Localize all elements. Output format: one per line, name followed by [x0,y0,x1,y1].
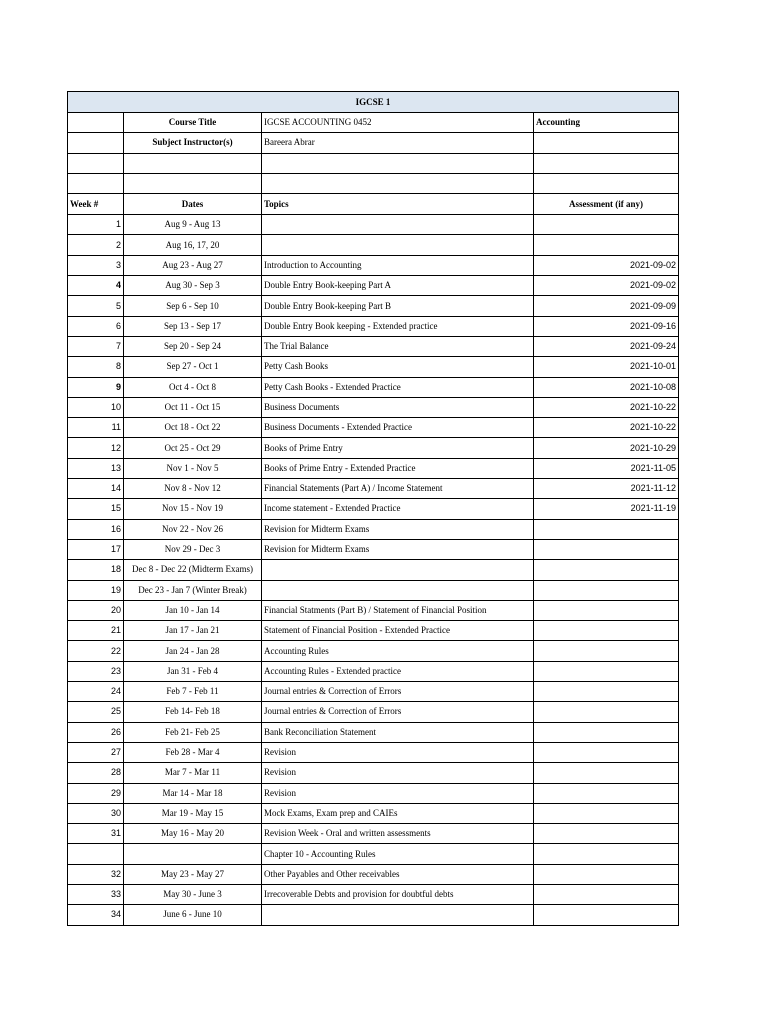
week-topic: Double Entry Book-keeping Part A [262,276,534,296]
week-assessment [534,661,679,681]
subject-value: Accounting [534,113,679,133]
week-topic: Petty Cash Books [262,357,534,377]
week-assessment [534,519,679,539]
week-number: 17 [68,539,124,559]
week-dates: Feb 14- Feb 18 [124,702,262,722]
week-dates: Aug 30 - Sep 3 [124,276,262,296]
week-assessment: 2021-11-19 [534,499,679,519]
table-row [68,235,679,255]
table-row [68,682,679,702]
table-row [68,316,679,336]
week-topic: Accounting Rules [262,641,534,661]
week-number: 8 [68,357,124,377]
week-topic: Revision [262,742,534,762]
week-dates: Oct 11 - Oct 15 [124,397,262,417]
blank-row [68,153,679,173]
week-number: 18 [68,560,124,580]
week-dates: Jan 24 - Jan 28 [124,641,262,661]
table-row [68,357,679,377]
week-topic [262,215,534,235]
week-assessment: 2021-09-02 [534,255,679,275]
week-dates: June 6 - June 10 [124,905,262,925]
week-dates: May 23 - May 27 [124,864,262,884]
week-assessment: 2021-10-01 [534,357,679,377]
table-row [68,215,679,235]
week-topic: Revision [262,763,534,783]
table-row [68,438,679,458]
week-topic: Business Documents [262,397,534,417]
week-number: 29 [68,783,124,803]
table-row [68,844,679,864]
table-row [68,539,679,559]
week-assessment [534,641,679,661]
week-topic: Chapter 10 - Accounting Rules [262,844,534,864]
empty-cell [68,133,124,153]
week-topic: Books of Prime Entry - Extended Practice [262,458,534,478]
week-topic: Accounting Rules - Extended practice [262,661,534,681]
table-row [68,336,679,356]
week-dates: Nov 22 - Nov 26 [124,519,262,539]
week-topic: Journal entries & Correction of Errors [262,682,534,702]
week-topic [262,235,534,255]
week-topic: Business Documents - Extended Practice [262,418,534,438]
week-number: 28 [68,763,124,783]
table-row [68,499,679,519]
table-row [68,458,679,478]
table-row [68,479,679,499]
week-dates: Jan 10 - Jan 14 [124,600,262,620]
week-assessment [534,783,679,803]
table-row [68,377,679,397]
table-row [68,397,679,417]
empty-cell [124,153,262,173]
week-number: 19 [68,580,124,600]
week-number: 11 [68,418,124,438]
week-dates [124,844,262,864]
week-dates: Nov 1 - Nov 5 [124,458,262,478]
week-number: 30 [68,803,124,823]
week-topic: Other Payables and Other receivables [262,864,534,884]
week-assessment [534,824,679,844]
week-topic: Journal entries & Correction of Errors [262,702,534,722]
week-number: 4 [68,276,124,296]
week-header: Week # [68,194,124,215]
table-row [68,783,679,803]
week-number: 2 [68,235,124,255]
week-dates: Oct 18 - Oct 22 [124,418,262,438]
week-dates: Mar 7 - Mar 11 [124,763,262,783]
week-dates: Dec 23 - Jan 7 (Winter Break) [124,580,262,600]
week-dates: Aug 16, 17, 20 [124,235,262,255]
week-number: 26 [68,722,124,742]
week-assessment [534,742,679,762]
week-topic [262,905,534,925]
table-row [68,418,679,438]
table-row [68,824,679,844]
week-number: 20 [68,600,124,620]
week-number: 10 [68,397,124,417]
table-row [68,296,679,316]
week-number: 32 [68,864,124,884]
week-assessment [534,235,679,255]
empty-cell [262,173,534,193]
instructor-label: Subject Instructor(s) [124,133,262,153]
table-row [68,276,679,296]
week-topic: Bank Reconciliation Statement [262,722,534,742]
week-dates: Jan 31 - Feb 4 [124,661,262,681]
week-topic: Double Entry Book-keeping Part B [262,296,534,316]
week-topic: Petty Cash Books - Extended Practice [262,377,534,397]
week-topic: Revision for Midterm Exams [262,519,534,539]
week-topic: Revision Week - Oral and written assessments [262,824,534,844]
week-assessment [534,580,679,600]
week-dates: Nov 15 - Nov 19 [124,499,262,519]
week-dates: Feb 21- Feb 25 [124,722,262,742]
week-number: 33 [68,884,124,904]
week-topic: Financial Statements (Part A) / Income Statement [262,479,534,499]
assessment-header: Assessment (if any) [534,194,679,215]
table-row [68,641,679,661]
week-number: 9 [68,377,124,397]
week-topic: Irrecoverable Debts and provision for doubtful debts [262,884,534,904]
week-assessment [534,560,679,580]
table-row [68,905,679,925]
week-number: 6 [68,316,124,336]
title-row [68,92,679,113]
course-title-row [68,113,679,133]
table-row [68,742,679,762]
week-number: 5 [68,296,124,316]
week-number: 27 [68,742,124,762]
week-number: 12 [68,438,124,458]
week-assessment [534,702,679,722]
week-assessment: 2021-09-09 [534,296,679,316]
table-row [68,519,679,539]
empty-cell [68,113,124,133]
week-assessment: 2021-10-22 [534,397,679,417]
sheet-title: IGCSE 1 [68,92,679,113]
week-dates: Aug 23 - Aug 27 [124,255,262,275]
course-title-value: IGCSE ACCOUNTING 0452 [262,113,534,133]
course-schedule-table [67,91,679,926]
course-title-label: Course Title [124,113,262,133]
week-assessment: 2021-11-05 [534,458,679,478]
week-assessment [534,905,679,925]
week-number: 13 [68,458,124,478]
week-dates: Jan 17 - Jan 21 [124,621,262,641]
week-assessment [534,763,679,783]
week-dates: Nov 29 - Dec 3 [124,539,262,559]
blank-row [68,173,679,193]
week-topic: The Trial Balance [262,336,534,356]
week-topic: Revision [262,783,534,803]
table-row [68,255,679,275]
header-row [68,194,679,215]
empty-cell [534,173,679,193]
schedule-body [68,92,679,926]
week-topic: Books of Prime Entry [262,438,534,458]
week-number [68,844,124,864]
week-dates: Sep 13 - Sep 17 [124,316,262,336]
empty-cell [534,133,679,153]
week-assessment [534,844,679,864]
week-assessment [534,884,679,904]
topics-header: Topics [262,194,534,215]
week-dates: Nov 8 - Nov 12 [124,479,262,499]
week-assessment: 2021-11-12 [534,479,679,499]
week-dates: Oct 4 - Oct 8 [124,377,262,397]
week-topic: Double Entry Book keeping - Extended practice [262,316,534,336]
week-number: 24 [68,682,124,702]
week-assessment [534,215,679,235]
week-assessment [534,682,679,702]
week-assessment [534,803,679,823]
table-row [68,722,679,742]
week-topic: Statement of Financial Position - Extended Practice [262,621,534,641]
table-row [68,621,679,641]
week-topic: Income statement - Extended Practice [262,499,534,519]
week-assessment: 2021-10-22 [534,418,679,438]
week-topic [262,580,534,600]
week-assessment: 2021-09-02 [534,276,679,296]
empty-cell [262,153,534,173]
instructor-row [68,133,679,153]
week-dates: Feb 7 - Feb 11 [124,682,262,702]
week-dates: May 30 - June 3 [124,884,262,904]
week-number: 7 [68,336,124,356]
empty-cell [68,173,124,193]
week-number: 23 [68,661,124,681]
week-assessment: 2021-09-16 [534,316,679,336]
week-assessment [534,539,679,559]
table-row [68,864,679,884]
empty-cell [124,173,262,193]
week-assessment: 2021-10-29 [534,438,679,458]
week-assessment [534,600,679,620]
empty-cell [534,153,679,173]
week-number: 15 [68,499,124,519]
table-row [68,661,679,681]
week-assessment: 2021-10-08 [534,377,679,397]
table-row [68,702,679,722]
week-assessment [534,864,679,884]
week-assessment: 2021-09-24 [534,336,679,356]
week-number: 3 [68,255,124,275]
week-topic [262,560,534,580]
table-row [68,580,679,600]
week-number: 31 [68,824,124,844]
week-number: 22 [68,641,124,661]
week-number: 1 [68,215,124,235]
dates-header: Dates [124,194,262,215]
instructor-value: Bareera Abrar [262,133,534,153]
week-dates: Sep 27 - Oct 1 [124,357,262,377]
week-dates: Aug 9 - Aug 13 [124,215,262,235]
week-number: 16 [68,519,124,539]
empty-cell [68,153,124,173]
week-dates: Dec 8 - Dec 22 (Midterm Exams) [124,560,262,580]
week-topic: Mock Exams, Exam prep and CAIEs [262,803,534,823]
week-number: 25 [68,702,124,722]
table-row [68,803,679,823]
table-row [68,560,679,580]
week-dates: Mar 14 - Mar 18 [124,783,262,803]
week-topic: Financial Statments (Part B) / Statement of Financial Position [262,600,534,620]
week-dates: Feb 28 - Mar 4 [124,742,262,762]
table-row [68,763,679,783]
week-dates: May 16 - May 20 [124,824,262,844]
week-topic: Revision for Midterm Exams [262,539,534,559]
week-dates: Sep 6 - Sep 10 [124,296,262,316]
week-number: 14 [68,479,124,499]
table-row [68,600,679,620]
table-row [68,884,679,904]
week-assessment [534,621,679,641]
week-dates: Oct 25 - Oct 29 [124,438,262,458]
week-assessment [534,722,679,742]
week-dates: Sep 20 - Sep 24 [124,336,262,356]
week-number: 21 [68,621,124,641]
week-dates: Mar 19 - May 15 [124,803,262,823]
week-number: 34 [68,905,124,925]
week-topic: Introduction to Accounting [262,255,534,275]
